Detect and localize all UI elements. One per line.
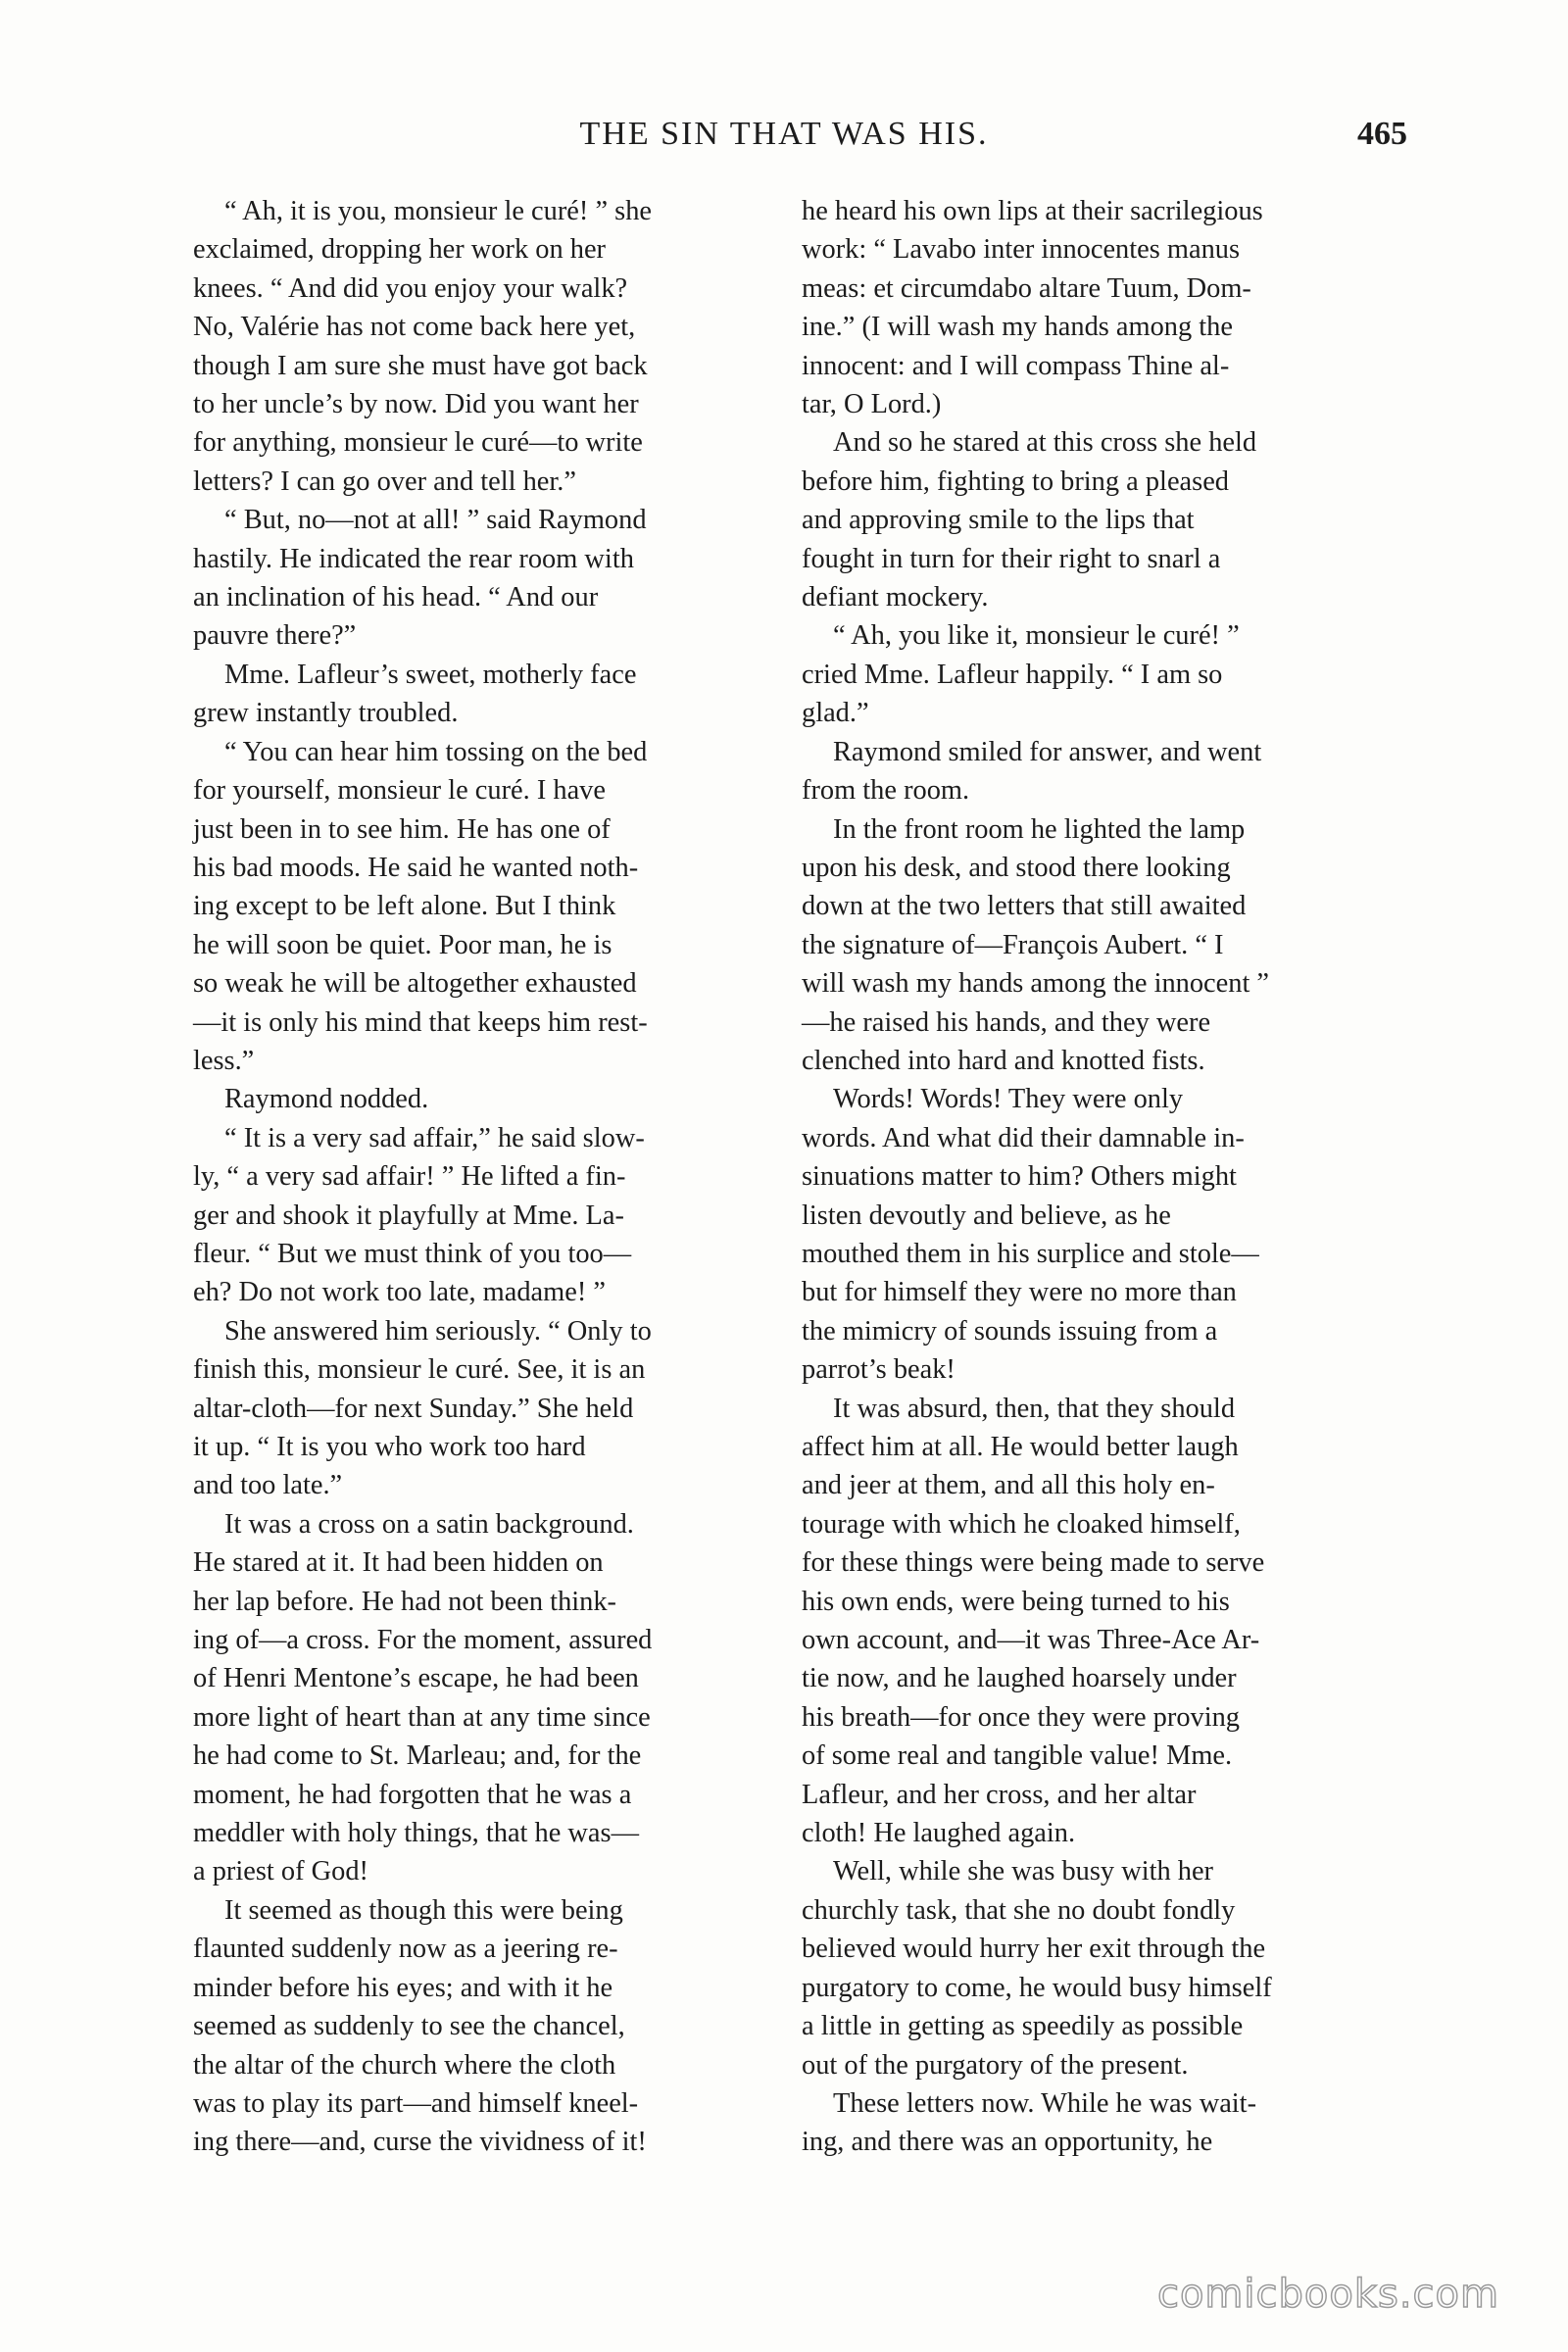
- text-line: just been in to see him. He has one of: [193, 813, 611, 845]
- text-line: —it is only his mind that keeps him rest-: [193, 1006, 648, 1038]
- text-line: Mme. Lafleur’s sweet, motherly face: [224, 659, 637, 690]
- text-line: her lap before. He had not been think-: [193, 1586, 617, 1617]
- text-line: an inclination of his head. “ And our: [193, 582, 599, 613]
- text-line: ger and shook it playfully at Mme. La-: [193, 1200, 624, 1231]
- text-line: sinuations matter to him? Others might: [802, 1161, 1237, 1193]
- text-line: defiant mockery.: [802, 582, 989, 613]
- text-line: parrot’s beak!: [802, 1354, 956, 1386]
- text-line: he had come to St. Marleau; and, for the: [193, 1740, 642, 1772]
- text-line: listen devoutly and believe, as he: [802, 1200, 1171, 1231]
- text-line: but for himself they were no more than: [802, 1277, 1237, 1308]
- text-line: tie now, and he laughed hoarsely under: [802, 1663, 1237, 1694]
- text-line: upon his desk, and stood there looking: [802, 852, 1231, 883]
- text-line: mouthed them in his surplice and stole—: [802, 1238, 1259, 1269]
- text-line: ine.” (I will wash my hands among the: [802, 312, 1233, 343]
- text-line: Raymond nodded.: [224, 1084, 429, 1115]
- text-line: clenched into hard and knotted fists.: [802, 1045, 1205, 1076]
- text-line: he will soon be quiet. Poor man, he is: [193, 929, 612, 960]
- text-line: —he raised his hands, and they were: [802, 1006, 1211, 1038]
- text-line: In the front room he lighted the lamp: [833, 813, 1246, 845]
- text-line: his breath—for once they were proving: [802, 1701, 1240, 1733]
- text-line: tourage with which he cloaked himself,: [802, 1508, 1241, 1540]
- text-line: though I am sure she must have got back: [193, 350, 648, 381]
- text-line: meddler with holy things, that he was—: [193, 1818, 639, 1849]
- text-line: grew instantly troubled.: [193, 698, 459, 729]
- text-line: ing there—and, curse the vividness of it!: [193, 2127, 647, 2158]
- text-line: was to play its part—and himself kneel-: [193, 2087, 639, 2119]
- text-column-left: [193, 192, 771, 2162]
- text-line: down at the two letters that still awaited: [802, 891, 1247, 922]
- text-line: And so he stared at this cross she held: [833, 427, 1257, 459]
- text-line: seemed as suddenly to see the chancel,: [193, 2011, 625, 2042]
- text-line: tar, O Lord.): [802, 389, 942, 420]
- watermark-logo: comicbooks.com: [1156, 2272, 1499, 2317]
- text-line: It seemed as though this were being: [224, 1894, 623, 1926]
- text-line: glad.”: [802, 698, 869, 729]
- text-line: to her uncle’s by now. Did you want her: [193, 389, 639, 420]
- text-line: of Henri Mentone’s escape, he had been: [193, 1663, 639, 1694]
- text-line: pauvre there?”: [193, 620, 357, 652]
- text-line: from the room.: [802, 775, 970, 807]
- text-line: more light of heart than at any time since: [193, 1701, 651, 1733]
- page-number: 465: [1357, 116, 1407, 152]
- text-line: “ You can hear him tossing on the bed: [224, 736, 648, 767]
- text-line: a priest of God!: [193, 1856, 368, 1887]
- text-line: less.”: [193, 1045, 255, 1076]
- text-line: a little in getting as speedily as possible: [802, 2011, 1244, 2042]
- text-line: “ Ah, it is you, monsieur le curé! ” she: [224, 196, 653, 226]
- text-line: meas: et circumdabo altare Tuum, Dom-: [802, 272, 1251, 304]
- text-line: ing except to be left alone. But I think: [193, 891, 616, 922]
- text-line: eh? Do not work too late, madame! ”: [193, 1277, 606, 1308]
- text-line: Well, while she was busy with her: [833, 1856, 1214, 1887]
- text-line: Lafleur, and her cross, and her altar: [802, 1779, 1197, 1810]
- text-line: No, Valérie has not come back here yet,: [193, 312, 636, 343]
- text-column-right: [802, 192, 1380, 2162]
- text-line: It was absurd, then, that they should: [833, 1393, 1236, 1424]
- text-line: and approving smile to the lips that: [802, 505, 1195, 536]
- text-line: Raymond smiled for answer, and went: [833, 736, 1262, 767]
- text-line: These letters now. While he was wait-: [833, 2087, 1257, 2119]
- text-line: purgatory to come, he would busy himself: [802, 1972, 1272, 2003]
- text-line: altar-cloth—for next Sunday.” She held: [193, 1393, 634, 1424]
- text-line: affect him at all. He would better laugh: [802, 1432, 1239, 1462]
- text-line: out of the purgatory of the present.: [802, 2049, 1189, 2081]
- text-line: cloth! He laughed again.: [802, 1818, 1076, 1849]
- text-line: for these things were being made to serve: [802, 1547, 1265, 1579]
- text-line: the altar of the church where the cloth: [193, 2049, 616, 2081]
- text-line: minder before his eyes; and with it he: [193, 1972, 613, 2003]
- text-line: exclaimed, dropping her work on her: [193, 234, 606, 266]
- text-line: “ But, no—not at all! ” said Raymond: [224, 505, 647, 536]
- text-line: It was a cross on a satin background.: [224, 1508, 634, 1540]
- text-line: so weak he will be altogether exhausted: [193, 968, 637, 1000]
- text-line: own account, and—it was Three-Ace Ar-: [802, 1625, 1260, 1656]
- text-line: he heard his own lips at their sacrilegious: [802, 196, 1263, 226]
- text-line: the signature of—François Aubert. “ I: [802, 929, 1224, 960]
- text-line: will wash my hands among the innocent ”: [802, 968, 1270, 1000]
- text-line: and jeer at them, and all this holy en-: [802, 1470, 1215, 1501]
- text-line: “ It is a very sad affair,” he said slow-: [224, 1122, 645, 1153]
- page-header: [0, 116, 1568, 174]
- text-line: “ Ah, you like it, monsieur le curé! ”: [833, 620, 1240, 652]
- text-line: his own ends, were being turned to his: [802, 1586, 1230, 1617]
- text-line: Words! Words! They were only: [833, 1084, 1184, 1115]
- text-line: words. And what did their damnable in-: [802, 1122, 1245, 1153]
- text-line: it up. “ It is you who work too hard: [193, 1432, 586, 1462]
- text-line: and too late.”: [193, 1470, 343, 1501]
- text-line: finish this, monsieur le curé. See, it is an: [193, 1354, 646, 1386]
- text-line: knees. “ And did you enjoy your walk?: [193, 272, 628, 304]
- text-line: work: “ Lavabo inter innocentes manus: [802, 234, 1241, 266]
- text-line: flaunted suddenly now as a jeering re-: [193, 1934, 618, 1965]
- text-line: before him, fighting to bring a pleased: [802, 466, 1229, 497]
- text-line: fleur. “ But we must think of you too—: [193, 1238, 632, 1269]
- text-line: ly, “ a very sad affair! ” He lifted a fin-: [193, 1161, 626, 1193]
- text-line: fought in turn for their right to snarl a: [802, 543, 1221, 574]
- text-line: cried Mme. Lafleur happily. “ I am so: [802, 659, 1223, 690]
- text-line: moment, he had forgotten that he was a: [193, 1779, 632, 1810]
- text-line: letters? I can go over and tell her.”: [193, 466, 576, 497]
- text-line: his bad moods. He said he wanted noth-: [193, 852, 639, 883]
- text-line: hastily. He indicated the rear room with: [193, 543, 634, 574]
- text-line: innocent: and I will compass Thine al-: [802, 350, 1230, 381]
- text-line: churchly task, that she no doubt fondly: [802, 1894, 1236, 1926]
- text-line: ing of—a cross. For the moment, assured: [193, 1625, 653, 1656]
- text-line: of some real and tangible value! Mme.: [802, 1740, 1233, 1772]
- text-line: She answered him seriously. “ Only to: [224, 1315, 652, 1347]
- text-line: for yourself, monsieur le curé. I have: [193, 775, 606, 807]
- running-title: THE SIN THAT WAS HIS.: [579, 116, 989, 152]
- text-line: He stared at it. It had been hidden on: [193, 1547, 604, 1579]
- text-line: the mimicry of sounds issuing from a: [802, 1315, 1218, 1347]
- text-line: for anything, monsieur le curé—to write: [193, 427, 643, 459]
- text-line: believed would hurry her exit through the: [802, 1934, 1266, 1965]
- text-line: ing, and there was an opportunity, he: [802, 2127, 1213, 2158]
